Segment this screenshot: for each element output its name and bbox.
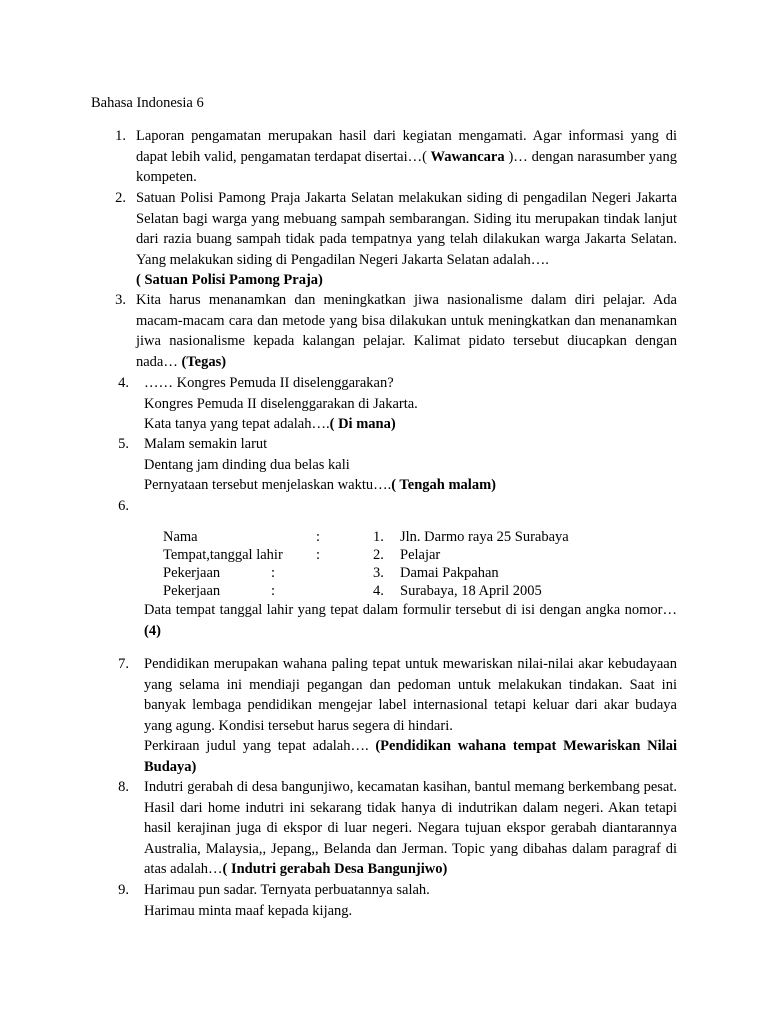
question-5-line-3: Pernyataan tersebut menjelaskan waktu…. xyxy=(144,477,392,494)
question-6-text: Data tempat tanggal lahir yang tepat dalam formulir tersebut di isi dengan angka nomor… xyxy=(144,602,677,618)
form-option-number: 3. xyxy=(373,565,384,581)
form-option-value: Jln. Darmo raya 25 Surabaya xyxy=(400,529,569,545)
question-4-line-3: Kata tanya yang tepat adalah…. xyxy=(144,416,330,433)
form-option-number: 2. xyxy=(373,547,384,563)
form-row xyxy=(163,528,583,546)
item-number-7: 7. xyxy=(118,656,129,672)
item-number-4: 4. xyxy=(118,375,129,391)
form-option-value: Surabaya, 18 April 2005 xyxy=(400,583,542,599)
question-4 xyxy=(144,373,677,435)
question-9 xyxy=(144,880,677,921)
question-2 xyxy=(136,188,677,291)
question-3-text: Kita harus menanamkan dan meningkatkan jiwa nasionalisme dalam diri pelajar. Ada macam-macam cara dan metode yang bisa dilakukan untuk meningkatkan dan menanamkan jiwa nasionalisme kepada kalangan pelajar. Kalimat pidato tersebut diucapkan dengan nada… xyxy=(136,292,677,370)
form-option-value: Pelajar xyxy=(400,547,441,563)
question-3-answer: (Tegas) xyxy=(177,353,227,370)
form-label: Pekerjaan xyxy=(163,583,221,599)
question-4-line-1: …… Kongres Pemuda II diselenggarakan? xyxy=(144,375,394,391)
question-5-answer: ( Tengah malam) xyxy=(391,477,496,494)
form-label: Tempat,tanggal lahir xyxy=(163,547,283,563)
form-row xyxy=(163,564,583,582)
item-number-5: 5. xyxy=(118,436,129,452)
question-9-line-1: Harimau pun sadar. Ternyata perbuatannya salah. xyxy=(144,882,430,898)
form-option-number: 1. xyxy=(373,529,384,545)
form-colon: : xyxy=(271,565,276,581)
form-option-value: Damai Pakpahan xyxy=(400,565,499,581)
question-4-answer: ( Di mana) xyxy=(329,416,396,433)
form-row xyxy=(163,546,583,564)
form-colon: : xyxy=(316,529,321,545)
question-3 xyxy=(136,290,677,372)
question-1 xyxy=(136,126,677,188)
question-2-text: Satuan Polisi Pamong Praja Jakarta Selatan melakukan siding di pengadilan Negeri Jakarta Selatan bagi warga yang mebuang sampah sembarangan. Siding itu merupakan tindak lanjut dari razia buang sampah tidak pada tempatnya yang telah dilakukan warga Jakarta Selatan. Yang melakukan siding di Pengadilan Negeri Jakarta Selatan adalah…. xyxy=(136,190,677,268)
question-8-answer: ( Indutri gerabah Desa Bangunjiwo) xyxy=(222,861,448,878)
form-option-number: 4. xyxy=(373,583,384,599)
form-colon: : xyxy=(316,547,321,563)
form-row xyxy=(163,582,583,600)
question-8-text: Indutri gerabah di desa bangunjiwo, kecamatan kasihan, bantul memang berkembang pesat. Hasil dari home indutri ini sekarang tidak hanya di indutrikan dalam negeri. Akan tetapi hasil kerajinan juga di ekspor di luar negeri. Negara tujuan ekspor gerabah diantarannya Australia, Malaysia,, Jepang,, Belanda dan Jerman. Topic yang dibahas dalam paragraf di atas adalah… xyxy=(144,779,677,878)
question-7-line-2: Perkiraan judul yang tepat adalah…. xyxy=(144,738,376,755)
item-number-2: 2. xyxy=(115,190,126,206)
question-1-text-after: )… dengan narasumber yang kompeten. xyxy=(136,148,677,186)
question-2-answer: ( Satuan Polisi Pamong Praja) xyxy=(136,272,323,289)
question-5-line-2: Dentang jam dinding dua belas kali xyxy=(144,456,350,473)
document-title: Bahasa Indonesia 6 xyxy=(91,95,204,111)
question-1-answer: Wawancara xyxy=(426,148,509,165)
item-number-6: 6. xyxy=(118,498,129,514)
question-1-text: Laporan pengamatan merupakan hasil dari kegiatan mengamati. Agar informasi yang di dapat lebih valid, pengamatan terdapat disertai…( xyxy=(136,128,677,165)
form-label: Pekerjaan xyxy=(163,565,221,581)
form-table xyxy=(163,528,583,600)
question-6-answer: (4) xyxy=(144,622,161,639)
question-6-text-block xyxy=(144,600,677,641)
item-number-3: 3. xyxy=(115,292,126,308)
question-5 xyxy=(144,434,677,496)
item-number-1: 1. xyxy=(115,128,126,144)
question-7-answer: (Pendidikan wahana tempat Mewariskan Nilai Budaya) xyxy=(144,738,677,775)
question-4-line-2: Kongres Pemuda II diselenggarakan di Jakarta. xyxy=(144,395,418,412)
item-number-8: 8. xyxy=(118,779,129,795)
question-7-text: Pendidikan merupakan wahana paling tepat untuk mewariskan nilai-nilai akar kebudayaan yang selama ini mendiaji pegangan dan pedoman untuk melakukan tindakan. Saat ini banyak lembaga pendidikan mengejar label internasional tetapi keluar dari akar budaya yang agung. Kondisi tersebut harus segera di hindari. xyxy=(144,656,677,734)
question-5-line-1: Malam semakin larut xyxy=(144,436,268,452)
form-label: Nama xyxy=(163,529,198,545)
item-number-9: 9. xyxy=(118,882,129,898)
question-8 xyxy=(144,777,677,880)
form-colon: : xyxy=(271,583,276,599)
question-7 xyxy=(144,654,677,778)
question-9-line-2: Harimau minta maaf kepada kijang. xyxy=(144,902,353,919)
